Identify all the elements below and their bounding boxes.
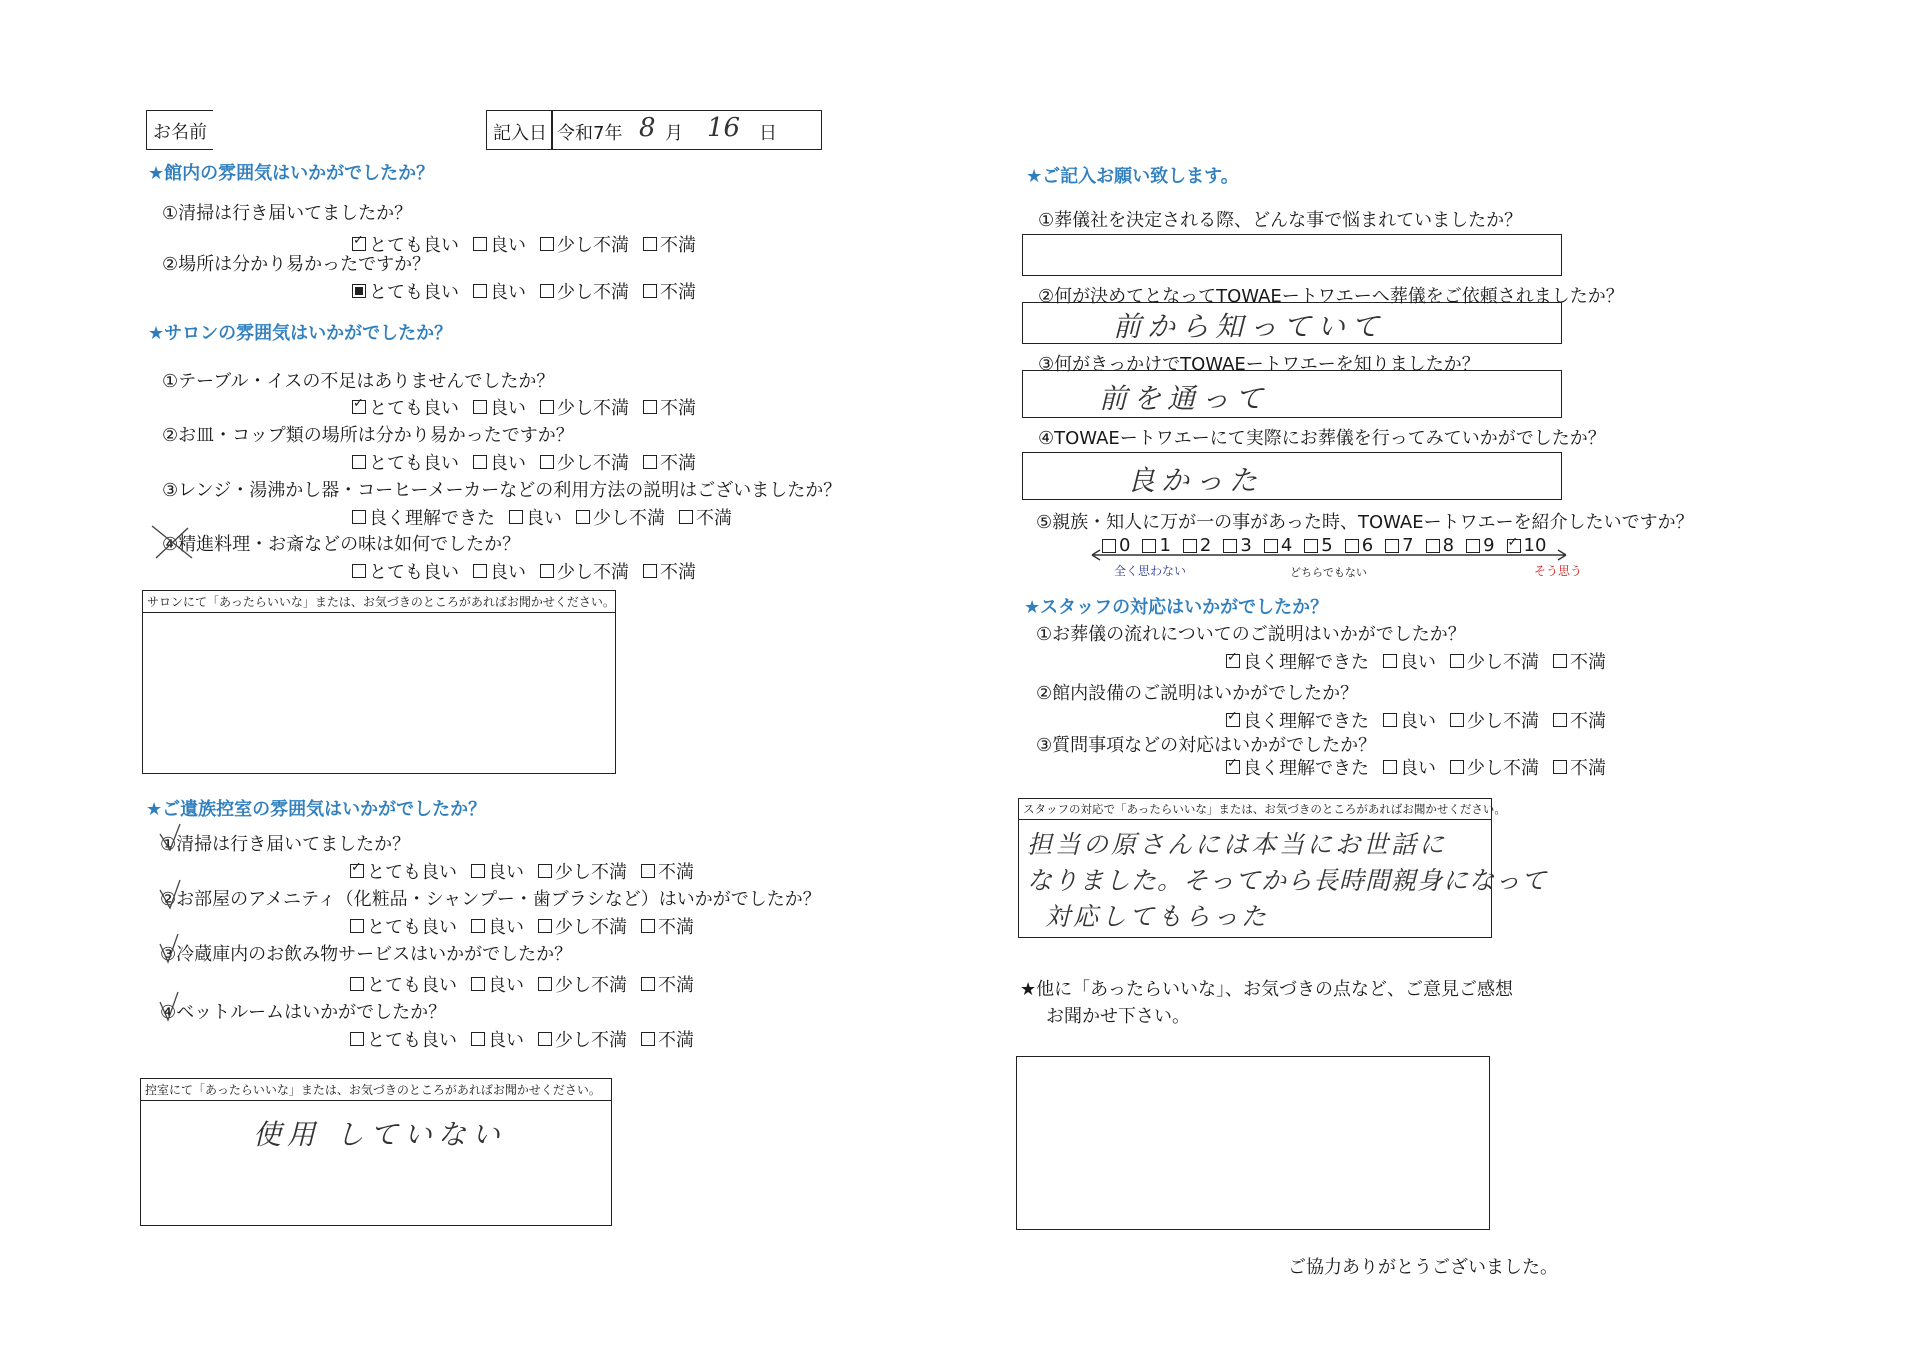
option-understood[interactable]: ✓ 良く理解できた <box>1226 707 1369 733</box>
q3-answer-box[interactable] <box>1022 370 1562 418</box>
option-bad[interactable]: 不満 <box>643 278 696 304</box>
salon-q2: ②お皿・コップ類の場所は分かり易かったですか？ <box>162 425 574 446</box>
checkbox[interactable] <box>538 919 552 933</box>
option-slightly-bad[interactable]: 少し不満 <box>540 278 629 304</box>
staff-comment-line-1: 担当の原さんには本当にお世話に <box>1027 830 1448 859</box>
salon-q1: ①テーブル・イスの不足はありませんでしたか？ <box>162 371 555 392</box>
checkbox[interactable] <box>643 400 657 414</box>
checkbox[interactable] <box>471 864 485 878</box>
checkbox[interactable] <box>1450 760 1464 774</box>
option-bad[interactable]: 不満 <box>679 504 732 530</box>
option-bad[interactable]: 不満 <box>641 858 694 884</box>
staff-title: ★スタッフの対応はいかがでしたか？ <box>1024 597 1329 618</box>
room-q4: ④ベットルームはいかがでしたか？ <box>160 1002 447 1023</box>
salon-q2-options <box>352 449 710 475</box>
option-very-good[interactable]: ✓ とても良い <box>352 394 459 420</box>
checkbox[interactable] <box>350 1032 364 1046</box>
option-good[interactable]: 良い <box>471 858 524 884</box>
q4-answer-box[interactable] <box>1022 452 1562 500</box>
checkbox[interactable] <box>540 455 554 469</box>
salon-comment-caption: サロンにて「あったらいいな」または、お気づきのところがあればお聞かせください。 <box>143 591 615 613</box>
section-salon-title: ★サロンの雰囲気はいかがでしたか？ <box>148 323 453 344</box>
checkbox[interactable] <box>643 237 657 251</box>
checkbox[interactable] <box>352 284 366 298</box>
scale-option-6[interactable]: 6 <box>1345 535 1373 556</box>
checkbox[interactable] <box>1383 713 1397 727</box>
option-good[interactable]: 良い <box>473 278 526 304</box>
salon-q4: ④精進料理・お斎などの味は如何でしたか？ <box>162 534 521 555</box>
staff-q3-options <box>1226 754 1620 780</box>
option-bad[interactable]: 不満 <box>643 558 696 584</box>
other-title-2: お聞かせ下さい。 <box>1046 1006 1190 1027</box>
room-q2: ②お部屋のアメニティ（化粧品・シャンプー・歯ブラシなど）はいかがでしたか？ <box>160 889 821 910</box>
month-value: 8 <box>639 113 656 143</box>
checkbox[interactable] <box>641 919 655 933</box>
checkbox[interactable] <box>509 510 523 524</box>
right-q5: ⑤親族・知人に万が一の事があった時、TOWAEートワエーを紹介したいですか？ <box>1036 512 1694 533</box>
option-good[interactable]: 良い <box>1383 648 1436 674</box>
room-q1-options <box>350 858 708 884</box>
right-q1: ①葬儀社を決定される際、どんな事で悩まれていましたか？ <box>1038 210 1523 231</box>
checkbox[interactable] <box>473 455 487 469</box>
option-bad[interactable]: 不満 <box>1553 648 1606 674</box>
scale-option-3[interactable]: 3 <box>1223 535 1251 556</box>
hall-q2: ②場所は分かり易かったですか？ <box>162 254 431 275</box>
checkbox[interactable] <box>352 400 366 414</box>
checkbox[interactable] <box>679 510 693 524</box>
checkbox[interactable] <box>641 977 655 991</box>
option-bad[interactable]: 不満 <box>641 971 694 997</box>
hall-q1: ①清掃は行き届いてましたか？ <box>162 203 413 224</box>
option-good[interactable]: 良い <box>473 394 526 420</box>
option-good[interactable]: 良い <box>471 913 524 939</box>
checkbox[interactable] <box>352 237 366 251</box>
salon-q1-options <box>352 394 710 420</box>
checkbox[interactable] <box>471 1032 485 1046</box>
request-title: ★ご記入お願い致します。 <box>1026 166 1239 187</box>
checkbox[interactable] <box>576 510 590 524</box>
option-good[interactable]: 良い <box>473 449 526 475</box>
name-label: お名前 <box>153 122 207 143</box>
option-good[interactable]: 良い <box>1383 754 1436 780</box>
room-comment-caption: 控室にて「あったらいいな」または、お気づきのところがあればお聞かせください。 <box>141 1079 611 1101</box>
option-slightly-bad[interactable]: 少し不満 <box>538 858 627 884</box>
right-q2: ②何が決めてとなってTOWAEートワエーへ葬儀をご依頼されましたか？ <box>1038 286 1624 307</box>
option-slightly-bad[interactable]: 少し不満 <box>540 394 629 420</box>
room-q2-options <box>350 913 708 939</box>
option-good[interactable]: 良い <box>1383 707 1436 733</box>
staff-comment-caption: スタッフの対応で「あったらいいな」または、お気づきのところがあればお聞かせください。 <box>1019 799 1491 820</box>
checkbox[interactable] <box>350 919 364 933</box>
other-comment-box[interactable] <box>1016 1056 1490 1230</box>
checkbox[interactable] <box>350 864 364 878</box>
scale-option-2[interactable]: 2 <box>1183 535 1211 556</box>
option-understood[interactable]: 良く理解できた <box>352 504 495 530</box>
checkbox[interactable] <box>350 977 364 991</box>
option-bad[interactable]: 不満 <box>643 231 696 257</box>
scale-option-7[interactable]: 7 <box>1385 535 1413 556</box>
scale-low-label: 全く思わない <box>1114 564 1187 578</box>
option-slightly-bad[interactable]: 少し不満 <box>540 231 629 257</box>
salon-q3-options <box>352 504 746 530</box>
checkbox[interactable] <box>1383 654 1397 668</box>
option-very-good[interactable]: とても良い <box>352 278 459 304</box>
scale-option-8[interactable]: 8 <box>1426 535 1454 556</box>
checkbox[interactable] <box>473 400 487 414</box>
checkbox[interactable] <box>1553 713 1567 727</box>
scale-high-label: そう思う <box>1534 564 1583 578</box>
q2-answer-box[interactable] <box>1022 302 1562 344</box>
q3-answer: 前を通って <box>1099 382 1270 415</box>
scale-option-10[interactable]: ✓ 10 <box>1507 535 1547 556</box>
checkbox[interactable] <box>641 864 655 878</box>
option-very-good[interactable]: とても良い <box>350 913 457 939</box>
option-very-good[interactable]: とても良い <box>350 971 457 997</box>
scale-option-1[interactable]: 1 <box>1142 535 1170 556</box>
checkbox[interactable] <box>540 564 554 578</box>
room-q4-options <box>350 1026 708 1052</box>
option-very-good[interactable]: ✓ とても良い <box>350 858 457 884</box>
salon-q4-options <box>352 558 710 584</box>
room-q1: ①清掃は行き届いてましたか？ <box>160 834 411 855</box>
staff-q2: ②館内設備のご説明はいかがでしたか？ <box>1036 683 1359 704</box>
checkbox[interactable] <box>540 400 554 414</box>
option-slightly-bad[interactable]: 少し不満 <box>1450 648 1539 674</box>
right-q4: ④TOWAEートワエーにて実際にお葬儀を行ってみていかがでしたか？ <box>1038 428 1606 449</box>
staff-comment-line-2: なりました。そってから長時間親身になって <box>1027 866 1548 895</box>
checkbox[interactable] <box>352 510 366 524</box>
checkbox[interactable] <box>1226 760 1240 774</box>
room-comment-box[interactable] <box>140 1078 612 1226</box>
option-understood[interactable]: ✓ 良く理解できた <box>1226 648 1369 674</box>
date-field[interactable] <box>486 110 822 150</box>
checkbox[interactable] <box>641 1032 655 1046</box>
scale-option-5[interactable]: 5 <box>1304 535 1332 556</box>
checkbox[interactable] <box>1553 654 1567 668</box>
option-slightly-bad[interactable]: 少し不満 <box>540 449 629 475</box>
staff-q3: ③質問事項などの対応はいかがでしたか？ <box>1036 735 1377 756</box>
option-slightly-bad[interactable]: 少し不満 <box>576 504 665 530</box>
checkbox[interactable] <box>473 237 487 251</box>
salon-comment-box[interactable] <box>142 590 616 774</box>
checkbox[interactable] <box>471 919 485 933</box>
staff-q1-options <box>1226 648 1620 674</box>
day-value: 16 <box>707 113 741 143</box>
scale-mid-label: どちらでもない <box>1290 566 1367 579</box>
scale-option-9[interactable]: 9 <box>1466 535 1494 556</box>
date-label: 記入日 <box>493 123 547 144</box>
checkbox[interactable] <box>643 455 657 469</box>
strike-mark-icon <box>148 522 198 562</box>
option-bad[interactable]: 不満 <box>643 449 696 475</box>
option-bad[interactable]: 不満 <box>641 1026 694 1052</box>
checkbox[interactable] <box>538 864 552 878</box>
option-slightly-bad[interactable]: 少し不満 <box>538 913 627 939</box>
option-bad[interactable]: 不満 <box>643 394 696 420</box>
checkbox[interactable] <box>643 284 657 298</box>
staff-q1: ①お葬儀の流れについてのご説明はいかがでしたか？ <box>1036 624 1466 645</box>
salon-q3: ③レンジ・湯沸かし器・コーヒーメーカーなどの利用方法の説明はございましたか？ <box>162 480 842 501</box>
day-label: 日 <box>759 123 777 144</box>
option-very-good[interactable]: ✓ とても良い <box>352 231 459 257</box>
checkbox[interactable] <box>1383 760 1397 774</box>
room-q3: ③冷蔵庫内のお飲み物サービスはいかがでしたか？ <box>160 944 573 965</box>
option-slightly-bad[interactable]: 少し不満 <box>1450 754 1539 780</box>
room-comment-text: 使用 していない <box>253 1118 506 1151</box>
checkbox[interactable] <box>1553 760 1567 774</box>
right-q3: ③何がきっかけでTOWAEートワエーを知りましたか？ <box>1038 354 1480 375</box>
checkbox[interactable] <box>643 564 657 578</box>
option-slightly-bad[interactable]: 少し不満 <box>538 1026 627 1052</box>
scale-option-0[interactable]: 0 <box>1102 535 1130 556</box>
scale-arrow-icon <box>1084 548 1574 562</box>
option-very-good[interactable]: とても良い <box>350 1026 457 1052</box>
hall-q2-options <box>352 278 710 304</box>
check-mark-icon <box>156 822 196 1052</box>
checkbox[interactable] <box>473 564 487 578</box>
option-good[interactable]: 良い <box>509 504 562 530</box>
checkbox[interactable] <box>1450 713 1464 727</box>
option-very-good[interactable]: とても良い <box>352 558 459 584</box>
checkbox[interactable] <box>473 284 487 298</box>
checkbox[interactable] <box>352 564 366 578</box>
checkbox[interactable] <box>540 284 554 298</box>
option-slightly-bad[interactable]: 少し不満 <box>538 971 627 997</box>
checkbox[interactable] <box>352 455 366 469</box>
checkbox[interactable] <box>1226 713 1240 727</box>
other-title-1: ★他に「あったらいいな」、お気づきの点など、ご意見ご感想 <box>1020 979 1513 1000</box>
option-understood[interactable]: ✓ 良く理解できた <box>1226 754 1369 780</box>
era-label: 令和7年 <box>557 123 623 144</box>
checkbox[interactable] <box>471 977 485 991</box>
option-good[interactable]: 良い <box>473 558 526 584</box>
name-field[interactable] <box>146 110 213 150</box>
option-bad[interactable]: 不満 <box>1553 754 1606 780</box>
option-bad[interactable]: 不満 <box>1553 707 1606 733</box>
checkbox[interactable] <box>1226 654 1240 668</box>
checkbox[interactable] <box>1450 654 1464 668</box>
option-bad[interactable]: 不満 <box>641 913 694 939</box>
option-slightly-bad[interactable]: 少し不満 <box>1450 707 1539 733</box>
scale-option-4[interactable]: 4 <box>1264 535 1292 556</box>
room-q3-options <box>350 971 708 997</box>
checkbox[interactable] <box>540 237 554 251</box>
option-good[interactable]: 良い <box>471 971 524 997</box>
checkbox[interactable] <box>538 977 552 991</box>
q1-answer-box[interactable] <box>1022 234 1562 276</box>
option-good[interactable]: 良い <box>471 1026 524 1052</box>
q2-answer: 前から知っていて <box>1113 310 1386 343</box>
staff-comment-line-3: 対応してもらった <box>1045 902 1270 931</box>
option-good[interactable]: 良い <box>473 231 526 257</box>
staff-comment-box[interactable] <box>1018 798 1548 938</box>
option-very-good[interactable]: とても良い <box>352 449 459 475</box>
staff-q2-options <box>1226 707 1620 733</box>
q4-answer: 良かった <box>1127 464 1264 497</box>
section-hall-title: ★館内の雰囲気はいかがでしたか？ <box>148 163 435 184</box>
option-slightly-bad[interactable]: 少し不満 <box>540 558 629 584</box>
checkbox[interactable] <box>538 1032 552 1046</box>
thanks-text: ご協力ありがとうございました。 <box>1288 1257 1558 1278</box>
section-waiting-room-title: ★ご遺族控室の雰囲気はいかがでしたか？ <box>146 799 487 820</box>
month-label: 月 <box>665 123 683 144</box>
